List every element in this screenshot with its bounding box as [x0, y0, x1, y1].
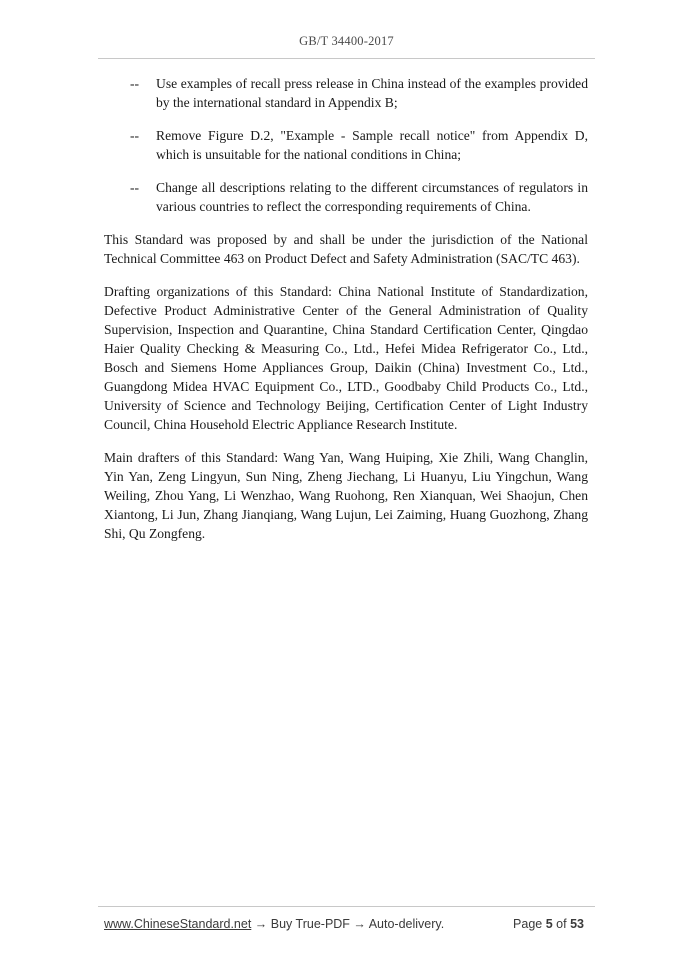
list-item	[104, 74, 588, 112]
proposal-paragraph: This Standard was proposed by and shall be under the jurisdiction of the National Technical Committee 463 on Product Defect and Safety Administration (SAC/TC 463).	[104, 232, 588, 266]
total-pages: 53	[570, 917, 584, 931]
page-indicator	[513, 917, 584, 931]
page-label: Page	[513, 917, 543, 931]
change-list	[104, 74, 588, 216]
footer-promo	[104, 917, 444, 931]
of-label: of	[556, 917, 567, 931]
page-footer	[104, 917, 584, 931]
footer-divider	[98, 906, 595, 907]
document-body	[104, 74, 588, 557]
bullet-dash: --	[130, 180, 140, 195]
site-link[interactable]: www.ChineseStandard.net	[104, 917, 252, 931]
main-drafters-paragraph: Main drafters of this Standard: Wang Yan, Wang Huiping, Xie Zhili, Wang Changlin, Yin Yan, Zeng Lingyun, Sun Ning, Zheng Jiechang, Li Huanyu, Liu Yingchun, Wang Weiling, Zhou Yang, Li Wenzhao, Wang Ruohong, Ren Xianquan, Wei Shaojun, Chen Xiantong, Li Jun, Zhang Jianqiang, Wang Lujun, Lei Zaiming, Huang Guozhong, Zhang Shi, Qu Zongfeng.	[104, 450, 588, 541]
drafting-organizations-paragraph: Drafting organizations of this Standard: China National Institute of Standardization, Defective Product Administrative Center of the General Administration of Quality Supervision, Inspection and Quarantine, China Standard Certification Center, Qingdao Haier Quality Checking & Measuring Co., Ltd., Hefei Midea Refrigerator Co., Ltd., Bosch and Siemens Home Appliances Group, Daikin (China) Investment Co., Ltd., Guangdong Midea HVAC Equipment Co., LTD., Goodbaby Child Products Co., Ltd., University of Science and Technology Beijing, Certification Center of Light Industry Council, China Household Electric Appliance Research Institute.	[104, 284, 588, 432]
bullet-text: Change all descriptions relating to the different circumstances of regulators in various countries to reflect the corresponding requirements of China.	[156, 180, 588, 214]
bullet-text: Use examples of recall press release in China instead of the examples provided by the international standard in Appendix B;	[156, 76, 588, 110]
page-header: GB/T 34400-2017	[299, 34, 394, 48]
bullet-dash: --	[130, 128, 140, 143]
list-item	[104, 126, 588, 164]
bullet-text: Remove Figure D.2, "Example - Sample recall notice" from Appendix D, which is unsuitable for the national conditions in China;	[156, 128, 588, 162]
bullet-dash: --	[130, 76, 140, 91]
header-divider	[98, 58, 595, 59]
footer-promo-text: → Buy True-PDF → Auto-delivery.	[251, 917, 445, 931]
page-number: 5	[545, 917, 553, 931]
list-item	[104, 178, 588, 216]
